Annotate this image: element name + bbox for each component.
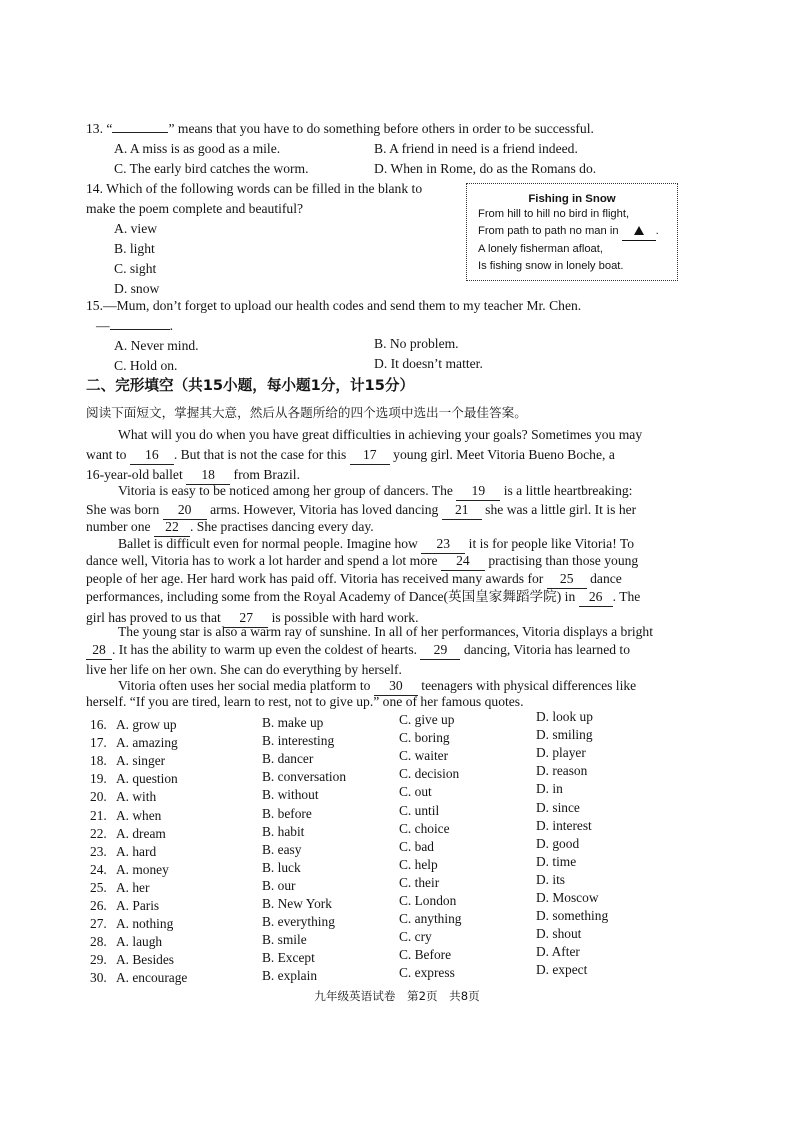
option-number: 27. <box>90 916 107 932</box>
option-b: B. dancer <box>262 751 314 767</box>
q14-option-d: D. snow <box>114 281 160 296</box>
text-span: is possible with hard work. <box>271 610 419 625</box>
blank-27: 27 <box>224 609 268 628</box>
option-number: 22. <box>90 825 107 841</box>
option-d: D. expect <box>536 962 588 978</box>
option-number: 18. <box>90 753 107 769</box>
blank-20: 20 <box>163 501 207 520</box>
text-span: . She practises dancing every day. <box>189 519 374 534</box>
blank-30: 30 <box>374 677 418 696</box>
q14-stem-line1: 14. Which of the following words can be filled in the blank to <box>86 181 423 196</box>
option-a: A. dream <box>116 825 166 841</box>
blank-29: 29 <box>420 641 460 660</box>
option-number: 20. <box>90 789 107 805</box>
option-a: A. Paris <box>116 898 160 913</box>
option-a: A. hard <box>116 843 157 859</box>
option-d: D. time <box>536 853 577 869</box>
blank-17: 17 <box>350 446 390 465</box>
blank-22: 22 <box>154 518 190 537</box>
blank-25: 25 <box>547 570 587 589</box>
option-d: D. its <box>536 871 566 887</box>
option-b: B. before <box>262 805 312 821</box>
option-d: D. since <box>536 799 580 815</box>
blank-18: 18 <box>186 466 230 485</box>
option-c: C. help <box>399 856 438 872</box>
option-number: 21. <box>90 807 107 823</box>
option-b: B. our <box>262 877 296 893</box>
text-span: performances, including some from the Royal Academy of Dance(英国皇家舞蹈学院) in <box>86 589 576 604</box>
triangle-icon <box>634 226 644 235</box>
option-number: 23. <box>90 843 107 859</box>
option-b: B. conversation <box>262 769 347 785</box>
poem-title: Fishing in Snow <box>528 193 616 205</box>
passage-p5-line2: herself. “If you are tired, learn to rest, not to give up.” one of her famous quotes. <box>86 694 524 709</box>
text-span: She was born <box>86 502 160 517</box>
q14-option-b: B. light <box>114 241 155 256</box>
text-span: teenagers with physical differences like <box>421 678 637 693</box>
option-d: D. reason <box>536 763 588 779</box>
text-span: dance <box>590 571 622 586</box>
passage-p1-line1: What will you do when you have great difficulties in achieving your goals? Sometimes you may <box>118 427 643 442</box>
blank-21: 21 <box>442 501 482 520</box>
option-c: C. express <box>399 965 455 981</box>
blank-26: 26 <box>579 588 613 607</box>
option-a: A. her <box>116 879 150 895</box>
q13-option-c: C. The early bird catches the worm. <box>114 161 309 176</box>
option-b: B. luck <box>262 859 301 875</box>
text-span: . The <box>612 589 641 604</box>
text-span: she was a little girl. It is her <box>485 502 637 517</box>
option-b: B. Except <box>262 950 315 966</box>
passage-p1-line2 <box>86 446 615 465</box>
poem-line-2-end: . <box>655 225 659 237</box>
q15-option-a: A. Never mind. <box>114 338 199 353</box>
option-number: 17. <box>90 735 107 751</box>
text-span: young girl. Meet Vitoria Bueno Boche, a <box>393 447 615 462</box>
blank-28: 28 <box>86 641 112 660</box>
passage-p4-line2 <box>86 641 630 660</box>
option-number: 16. <box>90 717 107 732</box>
option-a: A. question <box>116 771 178 787</box>
text-span: Vitoria is easy to be noticed among her group of dancers. The <box>118 483 453 498</box>
q15-reply-dash: — <box>96 318 110 333</box>
text-span: Ballet is difficult even for normal people. Imagine how <box>118 536 418 551</box>
q15-option-b: B. No problem. <box>374 336 459 351</box>
text-span: is a little heartbreaking: <box>503 483 633 498</box>
q13-option-b: B. A friend in need is a friend indeed. <box>374 141 578 156</box>
option-number: 29. <box>90 952 107 968</box>
option-number: 26. <box>90 898 107 913</box>
passage-p3-line4 <box>86 588 640 607</box>
option-c: C. waiter <box>399 748 449 764</box>
text-span: . But that is not the case for this <box>173 447 347 462</box>
option-b: B. smile <box>262 932 307 948</box>
option-a: A. when <box>116 807 162 823</box>
option-b: B. explain <box>262 968 318 984</box>
text-span: number one <box>86 519 151 534</box>
blank-23: 23 <box>421 535 465 554</box>
option-a: A. with <box>116 789 157 805</box>
option-a: A. encourage <box>116 970 188 986</box>
option-c: C. London <box>399 893 457 908</box>
passage-p4-line1: The young star is also a warm ray of sunshine. In all of her performances, Vitoria displays a bright <box>118 624 653 639</box>
option-d: D. smiling <box>536 727 593 743</box>
option-b: B. easy <box>262 841 302 857</box>
option-b: B. interesting <box>262 733 335 749</box>
q13-option-a: A. A miss is as good as a mile. <box>114 141 281 156</box>
page-footer: 九年级英语试卷 第2页 共8页 <box>314 989 480 1003</box>
option-c: C. Before <box>399 947 452 963</box>
passage-p4-line3: live her life on her own. She can do everything by herself. <box>86 662 402 677</box>
option-c: C. cry <box>399 929 432 945</box>
option-number: 24. <box>90 861 107 877</box>
section-2-heading: 二、完形填空（共15小题，每小题1分，计15分） <box>86 377 415 394</box>
passage-p2-line1 <box>118 482 632 501</box>
text-span: dance well, Vitoria has to work a lot harder and spend a lot more <box>86 553 438 568</box>
option-d: D. interest <box>536 817 592 833</box>
text-span: arms. However, Vitoria has loved dancing <box>210 502 439 517</box>
text-span: from Brazil. <box>233 467 300 482</box>
question-13-stem <box>86 120 594 138</box>
q15-option-c: C. Hold on. <box>114 358 178 373</box>
text-span: practising than those young <box>488 553 639 568</box>
q15-option-d: D. It doesn’t matter. <box>374 356 483 371</box>
section-2-instruction: 阅读下面短文，掌握其大意，然后从各题所给的四个选项中选出一个最佳答案。 <box>86 405 527 420</box>
option-c: C. their <box>399 874 440 890</box>
q14-option-c: C. sight <box>114 261 157 276</box>
option-a: A. nothing <box>116 916 174 932</box>
option-number: 25. <box>90 879 107 895</box>
option-d: D. good <box>536 835 580 851</box>
poem-blank <box>622 223 656 241</box>
option-d: D. Moscow <box>536 890 599 905</box>
q14-option-a: A. view <box>114 221 158 236</box>
option-c: C. bad <box>399 838 434 854</box>
blank-19: 19 <box>456 482 500 501</box>
text-span: 16-year-old ballet <box>86 467 183 482</box>
q13-stem-post: ” means that you have to do something before others in order to be successful. <box>168 121 594 136</box>
passage-p3-line2 <box>86 552 638 571</box>
q15-stem: 15.—Mum, don’t forget to upload our health codes and send them to my teacher Mr. Chen. <box>86 298 582 313</box>
option-b: B. make up <box>262 715 324 730</box>
option-number: 30. <box>90 970 107 986</box>
option-b: B. without <box>262 787 319 803</box>
blank-24: 24 <box>441 552 485 571</box>
text-span: Vitoria often uses her social media platform to <box>118 678 371 693</box>
q13-blank <box>112 132 168 133</box>
option-d: D. something <box>536 908 609 924</box>
text-span: girl has proved to us that <box>86 610 221 625</box>
option-c: C. anything <box>399 911 462 927</box>
q15-reply <box>96 317 173 335</box>
poem-line-3: A lonely fisherman afloat, <box>478 243 603 255</box>
poem-line-4: Is fishing snow in lonely boat. <box>478 260 624 272</box>
option-c: C. decision <box>399 766 460 782</box>
option-b: B. everything <box>262 914 335 930</box>
option-c: C. until <box>399 802 440 818</box>
option-a: A. grow up <box>116 717 177 732</box>
option-number: 28. <box>90 934 107 950</box>
blank-16: 16 <box>130 446 174 465</box>
option-a: A. laugh <box>116 934 163 950</box>
poem-line-1: From hill to hill no bird in flight, <box>478 208 630 220</box>
option-c: C. choice <box>399 820 450 836</box>
text-span: people of her age. Her hard work has paid off. Vitoria has received many awards for <box>86 571 544 586</box>
poem-line-2-text: From path to path no man in <box>478 225 619 237</box>
option-number: 19. <box>90 771 107 787</box>
option-d: D. After <box>536 944 580 960</box>
option-c: C. out <box>399 784 432 800</box>
poem-box <box>466 183 678 281</box>
q15-reply-end: . <box>169 318 173 333</box>
option-c: C. give up <box>399 712 455 727</box>
text-span: . It has the ability to warm up even the coldest of hearts. <box>112 642 418 657</box>
option-a: A. amazing <box>116 735 178 751</box>
option-a: A. singer <box>116 753 166 769</box>
option-b: B. New York <box>262 896 332 911</box>
text-span: want to <box>86 447 127 462</box>
text-span: dancing, Vitoria has learned to <box>463 642 631 657</box>
q13-option-d: D. When in Rome, do as the Romans do. <box>374 161 597 176</box>
passage-p3-line3 <box>86 570 622 589</box>
option-a: A. Besides <box>116 952 175 968</box>
option-a: A. money <box>116 861 169 877</box>
option-d: D. player <box>536 745 586 761</box>
option-b: B. habit <box>262 823 305 839</box>
q14-stem-line2: make the poem complete and beautiful? <box>86 201 304 216</box>
q15-blank <box>110 329 170 330</box>
poem-line-2 <box>478 223 677 241</box>
option-c: C. boring <box>399 730 450 746</box>
q13-stem-pre: 13. “ <box>86 121 113 136</box>
text-span: it is for people like Vitoria! To <box>468 536 635 551</box>
option-d: D. look up <box>536 709 593 724</box>
option-d: D. in <box>536 781 563 797</box>
option-d: D. shout <box>536 926 582 942</box>
